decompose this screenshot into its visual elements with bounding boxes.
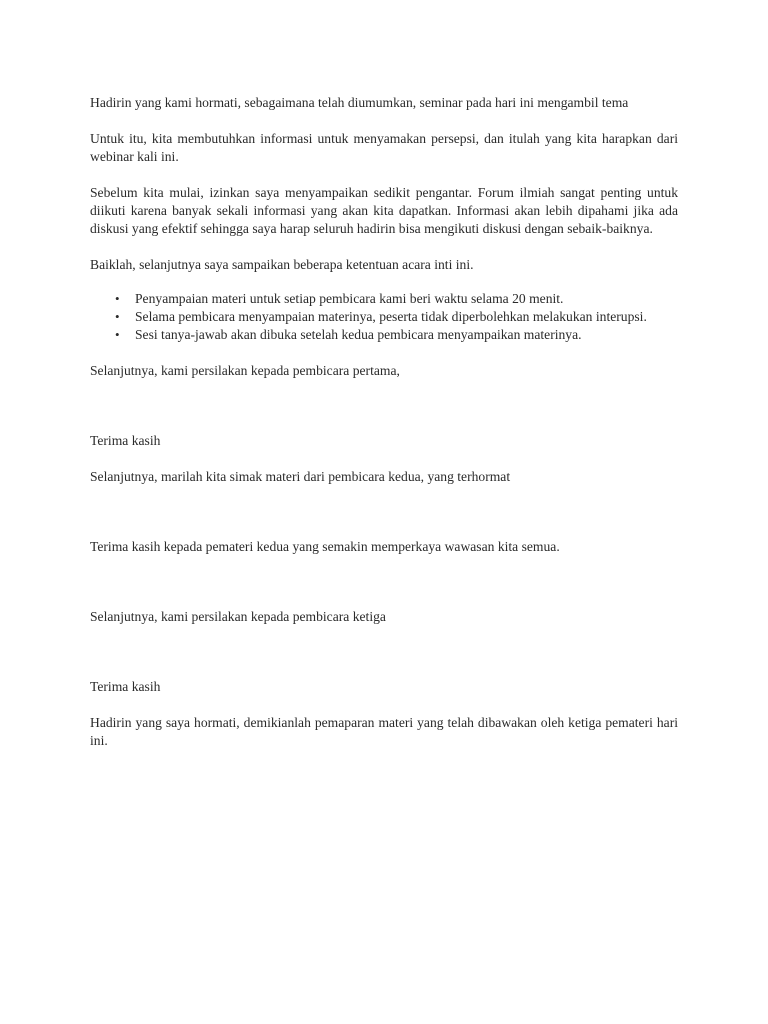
bullet-icon: • [115, 327, 120, 342]
document-body [90, 94, 678, 750]
paragraph-second-speaker: Selanjutnya, marilah kita simak materi dari pembicara kedua, yang terhormat [90, 469, 511, 484]
paragraph-closing: Hadirin yang saya hormati, demikianlah pemaparan materi yang telah dibawakan oleh ketiga pemateri hari ini. [90, 715, 678, 748]
paragraph-third-speaker: Selanjutnya, kami persilakan kepada pembicara ketiga [90, 609, 386, 624]
list-item [90, 308, 678, 326]
paragraph-thanks-first: Terima kasih [90, 433, 161, 448]
bullet-icon: • [115, 291, 120, 306]
paragraph-opening: Hadirin yang kami hormati, sebagaimana telah diumumkan, seminar pada hari ini mengambil tema [90, 95, 629, 110]
paragraph-rules-intro: Baiklah, selanjutnya saya sampaikan beberapa ketentuan acara inti ini. [90, 257, 474, 272]
bullet-icon: • [115, 309, 120, 324]
paragraph-thanks-second: Terima kasih kepada pemateri kedua yang semakin memperkaya wawasan kita semua. [90, 539, 560, 554]
paragraph-purpose: Untuk itu, kita membutuhkan informasi untuk menyamakan persepsi, dan itulah yang kita harapkan dari webinar kali ini. [90, 131, 678, 164]
paragraph-first-speaker: Selanjutnya, kami persilakan kepada pembicara pertama, [90, 363, 400, 378]
list-item-text: Sesi tanya-jawab akan dibuka setelah kedua pembicara menyampaikan materinya. [135, 327, 582, 342]
list-item-text: Penyampaian materi untuk setiap pembicara kami beri waktu selama 20 menit. [135, 291, 564, 306]
rules-list [90, 290, 678, 344]
list-item [90, 290, 678, 308]
paragraph-introduction: Sebelum kita mulai, izinkan saya menyampaikan sedikit pengantar. Forum ilmiah sangat penting untuk diikuti karena banyak sekali informasi yang akan kita dapatkan. Informasi akan lebih dipahami jika ada diskusi yang efektif sehingga saya harap seluruh hadirin bisa mengikuti diskusi dengan sebaik-baiknya. [90, 185, 678, 236]
list-item [90, 326, 678, 344]
list-item-text: Selama pembicara menyampaian materinya, peserta tidak diperbolehkan melakukan interupsi. [135, 309, 647, 324]
paragraph-thanks-third: Terima kasih [90, 679, 161, 694]
